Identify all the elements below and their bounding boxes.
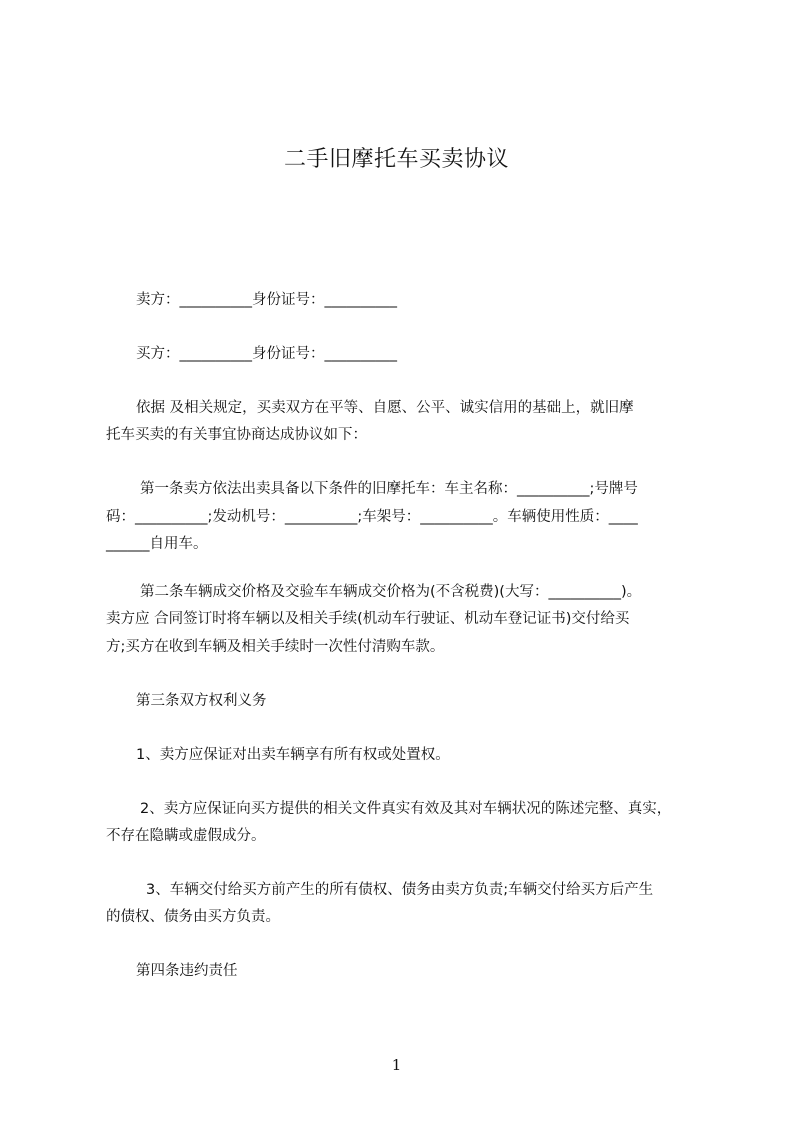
- article-1-line-1: 第一条卖方依法出卖具备以下条件的旧摩托车：车主名称：__________;号牌号: [140, 481, 638, 497]
- page-number: 1: [391, 1056, 402, 1074]
- article-3-item-3-line-1: 3、车辆交付给买方前产生的所有债权、债务由卖方负责;车辆交付给买方后产生: [146, 882, 654, 898]
- article-2-line-3: 方;买方在收到车辆及相关手续时一次性付清购车款。: [106, 639, 445, 655]
- seller-line: 卖方：__________身份证号：__________: [136, 292, 397, 308]
- preamble-line-2: 托车买卖的有关事宜协商达成协议如下：: [106, 427, 367, 443]
- document-title: 二手旧摩托车买卖协议: [283, 147, 509, 172]
- article-3-item-2-line-2: 不存在隐瞒或虚假成分。: [106, 828, 266, 844]
- article-1-line-2: 码：__________;发动机号：__________;车架号：__________。车辆使用性质：____: [106, 509, 638, 525]
- article-3-item-2-line-1: 2、卖方应保证向买方提供的相关文件真实有效及其对车辆状况的陈述完整、真实，: [140, 801, 672, 817]
- article-3-item-3-line-2: 的债权、债务由买方负责。: [106, 909, 280, 925]
- article-3-item-1: 1、卖方应保证对出卖车辆享有所有权或处置权。: [136, 747, 450, 763]
- article-2-line-2: 卖方应 合同签订时将车辆以及相关手续(机动车行驶证、机动车登记证书)交付给买: [106, 611, 630, 627]
- buyer-line: 买方：__________身份证号：__________: [136, 346, 397, 362]
- article-2-line-1: 第二条车辆成交价格及交验车车辆成交价格为(不含税费)(大写：__________)。: [140, 584, 642, 600]
- article-3-heading: 第三条双方权利义务: [136, 693, 267, 709]
- preamble-line-1: 依据 及相关规定，买卖双方在平等、自愿、公平、诚实信用的基础上，就旧摩: [136, 400, 634, 416]
- article-4-heading: 第四条违约责任: [136, 963, 238, 979]
- article-1-line-3: ______自用车。: [106, 536, 208, 552]
